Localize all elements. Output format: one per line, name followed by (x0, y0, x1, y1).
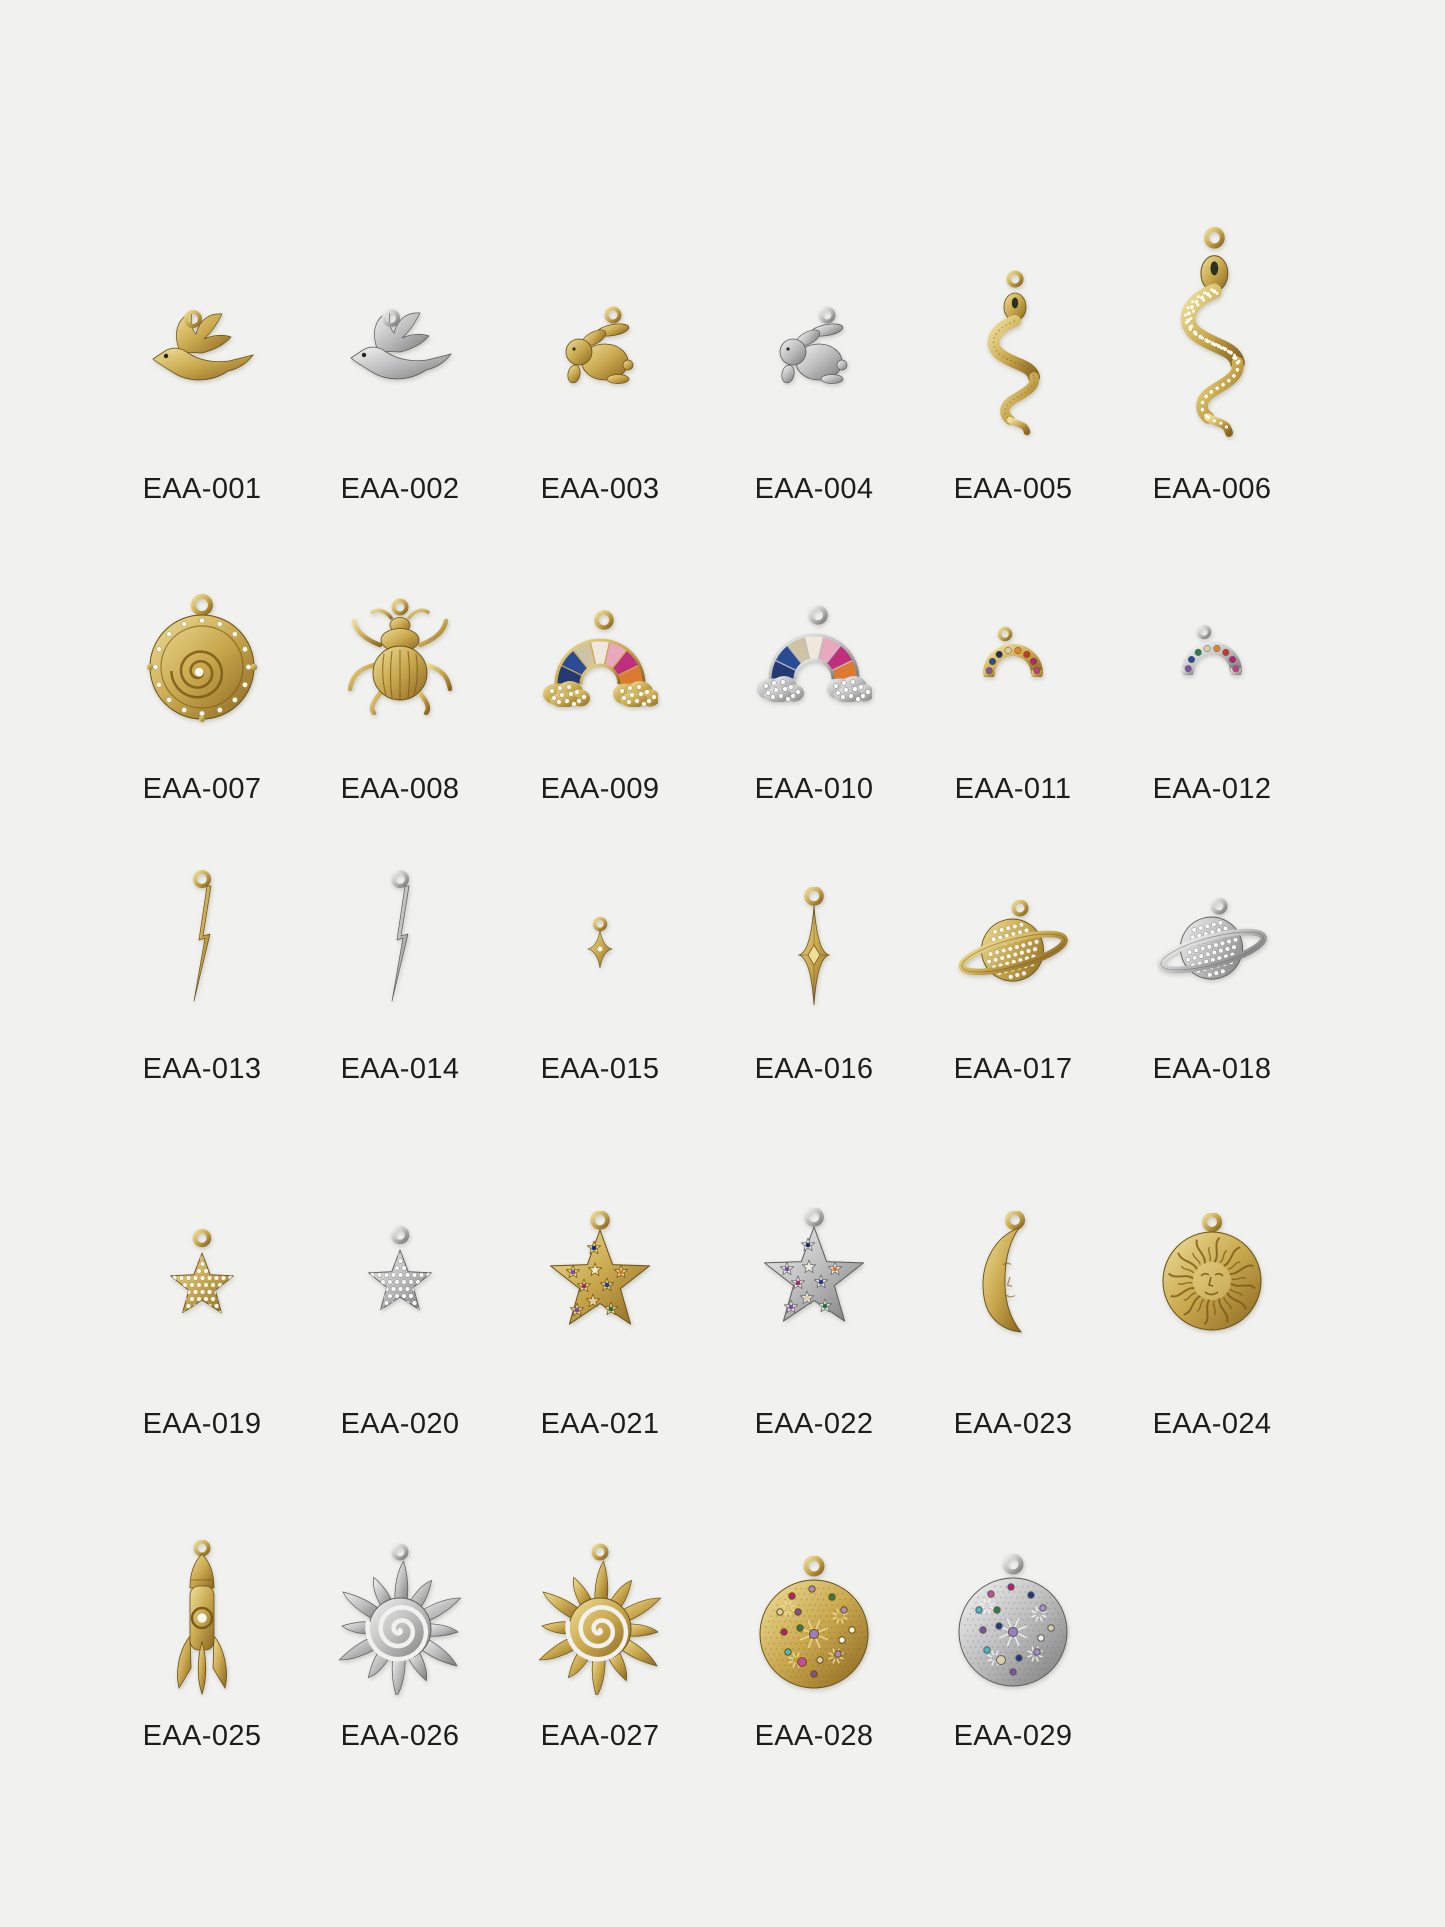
rabbit-halo-silver-charm-icon (772, 305, 857, 385)
charm-code-label: EAA-018 (1152, 1053, 1272, 1085)
charm-code-label: EAA-009 (540, 773, 660, 805)
north-star-mini-gold-charm-icon (579, 916, 621, 970)
dove-silver-charm-icon (344, 305, 456, 390)
saturn-pave-gold-charm-icon (956, 900, 1070, 990)
charm-code-label: EAA-006 (1152, 473, 1272, 505)
rainbow-baguette-cloud-gold-charm-icon (542, 610, 658, 707)
charm-code-label: EAA-001 (142, 473, 262, 505)
rainbow-baguette-cloud-silver-charm-icon (756, 605, 872, 702)
charm-code-label: EAA-021 (540, 1408, 660, 1440)
rainbow-mini-silver-charm-icon (1174, 624, 1250, 678)
rainbow-mini-gold-charm-icon (975, 626, 1051, 680)
celestial-disc-gold-charm-icon (754, 1556, 874, 1692)
charm-code-label: EAA-023 (953, 1408, 1073, 1440)
charm-code-label: EAA-024 (1152, 1408, 1272, 1440)
charm-code-label: EAA-014 (340, 1053, 460, 1085)
sun-face-medallion-gold-charm-icon (1155, 1213, 1269, 1335)
charm-code-label: EAA-025 (142, 1720, 262, 1752)
shell-medallion-gold-charm-icon (144, 592, 260, 723)
celestial-disc-silver-charm-icon (953, 1554, 1073, 1690)
charm-code-label: EAA-027 (540, 1720, 660, 1752)
charm-code-label: EAA-011 (954, 773, 1072, 805)
crescent-moon-gold-charm-icon (977, 1211, 1049, 1337)
north-star-gold-charm-icon (789, 887, 839, 1013)
charm-code-label: EAA-026 (340, 1720, 460, 1752)
snake-gold-charm-icon (977, 269, 1049, 437)
dove-gold-charm-icon (146, 306, 258, 391)
star-pave-gold-charm-icon (166, 1229, 238, 1323)
charm-code-label: EAA-002 (340, 473, 460, 505)
charm-code-label: EAA-020 (340, 1408, 460, 1440)
charm-code-label: EAA-016 (754, 1053, 874, 1085)
charm-code-label: EAA-004 (754, 473, 874, 505)
charm-code-label: EAA-029 (953, 1720, 1073, 1752)
charm-code-label: EAA-015 (540, 1053, 660, 1085)
charm-code-label: EAA-005 (953, 473, 1073, 505)
saturn-pave-silver-charm-icon (1155, 898, 1269, 988)
swirl-sun-silver-charm-icon (330, 1543, 470, 1695)
swirl-sun-gold-charm-icon (530, 1543, 670, 1695)
charm-code-label: EAA-019 (142, 1408, 262, 1440)
charm-code-label: EAA-028 (754, 1720, 874, 1752)
charm-code-label: EAA-017 (953, 1053, 1073, 1085)
snake-pave-gold-charm-icon (1168, 225, 1256, 440)
charm-code-label: EAA-022 (754, 1408, 874, 1440)
charm-code-label: EAA-013 (142, 1053, 262, 1085)
charm-code-label: EAA-003 (540, 473, 660, 505)
star-pave-silver-charm-icon (364, 1226, 436, 1320)
charm-code-label: EAA-012 (1152, 773, 1272, 805)
charm-code-label: EAA-007 (142, 773, 262, 805)
rabbit-halo-gold-charm-icon (558, 305, 643, 385)
lightning-bolt-silver-charm-icon (380, 870, 420, 1013)
star-celestial-silver-charm-icon (758, 1208, 870, 1330)
scarab-beetle-gold-charm-icon (346, 597, 454, 715)
lightning-bolt-gold-charm-icon (182, 870, 222, 1013)
rocket-gold-charm-icon (171, 1540, 233, 1700)
charm-code-label: EAA-010 (754, 773, 874, 805)
charm-code-label: EAA-008 (340, 773, 460, 805)
star-celestial-gold-charm-icon (544, 1211, 656, 1333)
